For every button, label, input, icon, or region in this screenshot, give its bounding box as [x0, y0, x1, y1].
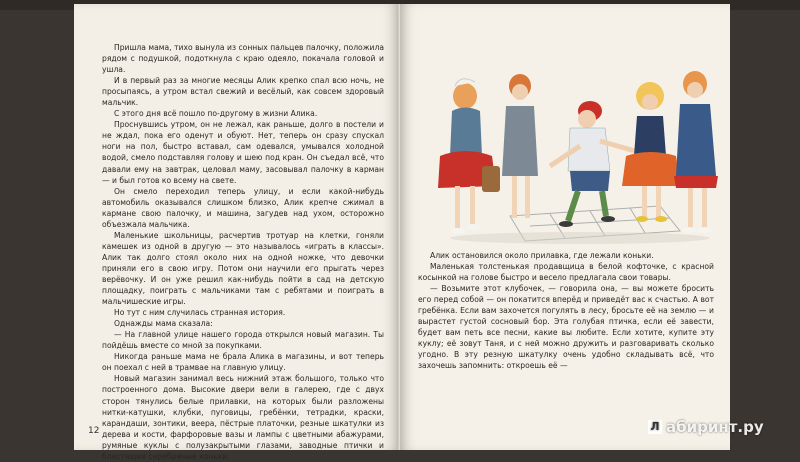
- children-hopscotch-illustration: [430, 56, 720, 244]
- paragraph: Проснувшись утром, он не лежал, как раньше, долго в постели и не ждал, пока его оденут и обуют. Нет, теперь он сразу спускал ноги на пол, быстро вставал, сам одевался, умывался холодной водой, смело подставляя голову и шею под кран. Он съедал всё, что давали ему на завтрак, целовал маму, засовывал палочку в карман — и был готов ко всему на свете.: [102, 120, 384, 185]
- paragraph: Пришла мама, тихо вынула из сонных пальцев палочку, положила рядом с подушкой, подоткнула с краю одеяло, покачала головой и ушла.: [102, 43, 384, 75]
- paragraph: И в первый раз за многие месяцы Алик крепко спал всю ночь, не просыпаясь, а утром встал свежий и весёлый, как совсем здоровый мальчик.: [102, 76, 384, 108]
- paragraph: Алик остановился около прилавка, где лежали коньки.: [430, 251, 654, 260]
- page-number: 12: [88, 426, 100, 436]
- paragraph: Маленькие школьницы, расчертив тротуар на клетки, гоняли камешек из одной в другую — это называлось «играть в классы». Алик так долго стоял около них на одной ножке, что девочки приняли его в свою игру. Потом они научили его прыгать через верёвочку. И он уже решил как-нибудь пойти в сад на детскую площадку, поиграть с мальчиками там с ребятами и поиграть в мальчишеские игры.: [102, 230, 384, 307]
- labirint-logo-icon: Л: [648, 420, 662, 434]
- girl-figure-1: [438, 79, 500, 234]
- left-page: [74, 4, 399, 461]
- paragraph: Он смело переходил теперь улицу, и если какой-нибудь автомобиль оказывался слишком близко, Алик крепче сжимал в кармане свою палочку, и машина, загудев над ухом, осторожно объезжала мальчика.: [102, 186, 384, 229]
- paragraph: Однажды мама сказала:: [114, 319, 213, 329]
- right-page: [400, 4, 730, 450]
- paragraph: — Возьмите этот клубочек, — говорила она, — вы можете бросить его перед собой — он покатится вперёд и приведёт вас к счастью. А вот гребёнка. Если вам захочется погулять в лесу, бросьте её на землю — и вырастет густой сосновый бор. Эта голубая птичка, если её завести, будет вам петь все песни, какие вы любите. Если хотите, купите эту куклу; её зовут Таня, и с ней можно дружить и разговаривать сколько угодно. В эту резную шкатулку очень удобно складывать всё, что захочешь запомнить: откроешь её —: [418, 284, 714, 371]
- paragraph: Новый магазин занимал весь нижний этаж большого, только что построенного дома. Высокие двери вели в галерею, где с двух сторон тянулись белые прилавки, на которых были разложены нитки-катушки, клубки, пуговицы, гребёнки, тетрадки, краски, карандаши, зонтики, веера, пёстрые платочки, резные шкатулки из дерева и кости, фарфоровые вазы и лампы с цветными абажурами, румяные куклы с полузакрытыми глазами, заводные птички и блестящие серебряные коньки.: [102, 374, 384, 461]
- paragraph: Маленькая толстенькая продавщица в белой кофточке, с красной косынкой на голове быстро и весело предлагала свои товары.: [418, 262, 714, 283]
- paragraph: Никогда раньше мама не брала Алика в магазины, и вот теперь он поехал с ней в трамвае на главную улицу.: [102, 352, 384, 373]
- paragraph: Но тут с ним случилась странная история.: [114, 308, 286, 318]
- paragraph: — На главной улице нашего города открылся новый магазин. Ты пойдёшь вместе со мной за покупками.: [102, 330, 384, 351]
- right-page-text: [418, 250, 714, 372]
- girl-figure-2: [502, 74, 538, 218]
- left-page-text: [102, 42, 384, 462]
- watermark-text: абиринт.ру: [666, 418, 764, 436]
- girl-figure-4: [674, 71, 718, 233]
- paragraph: С этого дня всё пошло по-другому в жизни Алика.: [114, 109, 318, 119]
- labirint-watermark: [648, 418, 764, 436]
